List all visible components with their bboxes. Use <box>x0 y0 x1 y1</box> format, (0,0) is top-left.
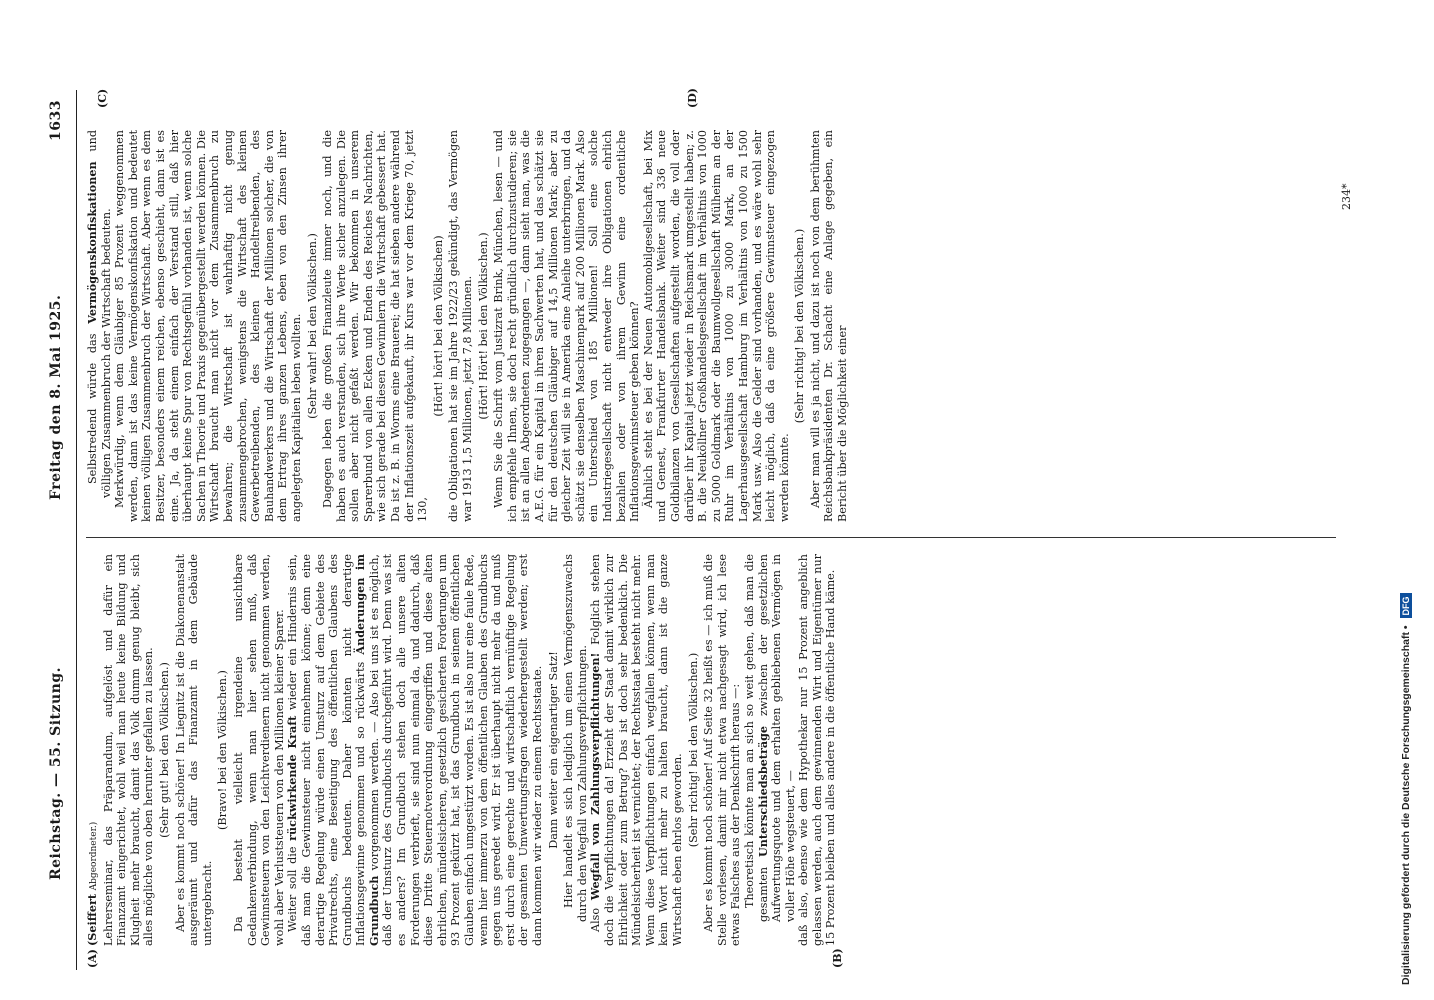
right-column <box>85 88 1336 522</box>
paragraph: Wenn Sie die Schrift vom Justizrat Brink, München, lesen — und ich empfehle Ihnen, sie doch recht gründlich durchzustudieren; sie ist an allen Abgeordneten zugegangen —, dann sieht man, was die A.E.G. für ein Kapital in ihren Sachwerten hat, und das schätzt sie für den deutschen Gläubiger auf 14,5 Millionen Mark; aber zu gleicher Zeit will sie in Amerika eine Anleihe unterbringen, und da schätzt sie denselben Maschinenpark auf 200 Millionen Mark. Also ein Unterschied von 185 Millionen! Soll eine solche Industriegesellschaft nicht entweder ihre Obligationen ehrlich bezahlen oder von ihrem Gewinn eine ordentliche Inflationsgewinnsteuer geben können? <box>492 130 642 522</box>
paragraph <box>86 554 102 946</box>
emphasis: Wegfall von Zahlungsverpflichtungen! <box>588 652 603 901</box>
header-rule <box>76 90 77 970</box>
text-run: Weiter soll die <box>286 846 300 932</box>
emphasis: Vermögenskonfiskationen <box>85 161 99 324</box>
header-date: Freitag den 8. Mai 1925. <box>48 294 64 500</box>
text-run: vorgenommen werden. — Also bei uns ist es möglich, daß der Umsturz des Grundbuchs durchgeführt wird. Denn was ist es anders? Im Grundbuch stehen doch alle unsere alten Forderungen verbrieft, sie sind nun einmal da, und dadurch, daß diese Dritte Steuernotverordnung eingegriffen und diese alten ehrlichen, mündelsicheren, gesetzlich gesicherten Forderungen um 93 Prozent gekürzt hat, ist das Grundbuch in seinem öffentlichen Glauben einfach umgestürzt worden. Es ist also nur eine faule Rede, wenn hier immerzu von dem öffentlichen Glauben des Grundbuchs gegen uns geredet wird. Er ist überhaupt nicht mehr da und muß erst durch eine gerechte und wirtschaftlich vernünftige Regelung der gesamten Umwertungsfragen wiederhergestellt werden; erst dann kommen wir wieder zu einem Rechtsstaate. <box>367 554 544 946</box>
paragraph <box>286 554 544 946</box>
margin-mark-d: (D) <box>686 88 699 108</box>
caption-text: Digitalisierung gefördert durch die Deutsche Forschungsgemeinschaft • <box>1400 625 1412 985</box>
text-run: Folglich stehen doch die Verpflichtungen da! Erzieht der Staat damit wirklich zur Ehrlichkeit oder zum Betrug? Das ist doch sehr bedenklich. Die Mündelsicherheit ist vernichtet; der Rechtsstaat besteht nicht mehr. Wenn diese Verpflichtungen einfach wegfallen können, wenn man kein Wort nicht mehr zu halten braucht, dann ist die ganze Wirtschaft eben ehrlos geworden. <box>589 554 684 946</box>
quotation <box>86 130 113 522</box>
margin-mark-b: (B) <box>831 948 844 968</box>
interjection: (Sehr gut! bei den Völkischen.) <box>157 662 171 838</box>
paragraph: Ähnlich steht es bei der Neuen Automobilgesellschaft, bei Mix und Genest, Frankfurter Handelsbank. Weiter sind 336 neue Goldbilanzen von Gesellschaften aufgestellt worden, die voll oder darüber ihr Kapital jetzt wieder in Reichsmark umgestellt haben; z. B. die Neuköllner Großhandelsgesellschaft im Verhältnis von 1000 zu 5000 Goldmark oder die Baumwollgesellschaft Mülheim an der Ruhr im Verhältnis von 1000 zu 3000 Mark, an der Lagerhausgesellschaft Hamburg im Verhältnis von 1000 zu 1500 Mark usw. Also die Gelder sind vorhanden, und es wäre wohl sehr leicht möglich, daß da eine größere Gewinnsteuer eingezogen werden könnte. <box>641 130 791 522</box>
paragraph: die Obligationen hat sie im Jahre 1922/23 gekündigt, das Vermögen war 1913 1,5 Millionen, jetzt 7,8 Millionen. <box>447 130 475 522</box>
paragraph: Dagegen leben die großen Finanzleute immer noch, und die haben es auch verstanden, sich ihre Werte sicher anzulegen. Die sollen aber nicht gefaßt werden. Wir bekommen in unserem Sparerbund von allen Ecken und Enden des Reiches Nachrichten, wie sich gerade bei diesen Gewinnlern die Wirtschaft gebessert hat. Da ist z. B. in Worms eine Brauerei; die hat sieben andere während der Inflationszeit aufgekauft, ihr Kurs war vor dem Kriege 70, jetzt 130, <box>321 130 430 522</box>
paragraph: daß also, ebenso wie dem Hypothekar nur 15 Prozent angeblich gelassen werden, auch dem gewinnenden Wirt und Eigentümer nur 15 Prozent bleiben und alles andere in die öffentliche Hand käme. <box>797 554 838 946</box>
paragraph: Merkwürdig, wenn dem Gläubiger 85 Prozent weggenommen werden, dann ist das keine Vermögenskonfiskation und bedeutet keinen völligen Zusammenbruch der Wirtschaft. Aber wenn es dem Besitzer, besonders einem reichen, ebenso geschieht, dann ist es eine. Ja, da steht einem einfach der Verstand still, daß hier überhaupt keine Spur von Rechtsgefühl vorhanden ist, wenn solche Sachen in Theorie und Praxis gegenübergestellt werden können. Die Wirtschaft braucht man nicht vor dem Zusammenbruch zu bewahren; die Wirtschaft ist wahrhaftig nicht genug zusammengebrochen, wenigstens die Wirtschaft des kleinen Gewerbetreibenden, des kleinen Handeltreibenden, des Bauhandwerkers und die Wirtschaft der Millionen solcher, die von dem Ertrag ihres ganzen Lebens, eben von den Zinsen ihrer angelegten Kapitalien leben wollten. <box>113 130 303 522</box>
speaker-name: (Seiffert <box>85 893 99 946</box>
left-column <box>85 554 1336 968</box>
text-run: Theoretisch könnte man an sich so weit gehen, daß man die gesamten <box>742 554 770 922</box>
text-run: und völligen Zusammenbruch der Wirtschaft bedeuten. <box>86 130 113 498</box>
interjection: (Hört! hört! bei den Völkischen) <box>431 235 445 417</box>
emphasis: Unterschiedsbeträge <box>755 725 770 857</box>
paragraph: Dann weiter ein eigenartiger Satz! <box>546 651 560 849</box>
header-left: Reichstag. — 55. Sitzung. <box>48 667 64 880</box>
running-header <box>40 90 80 970</box>
text-run: wieder ein Hindernis sein, daß man die Gewinnsteuer nicht einnehmen könne; denn eine derartige Regelung würde einen Umsturz auf dem Gebiete des Privatrechts, eine Beseitigung des öffentlichen Glaubens des Grundbuchs bedeuten. Daher könnten nicht derartige Inflationsgewinne genommen und so rückwärts <box>286 554 368 946</box>
digitization-caption <box>1400 5 1412 985</box>
speaker-role: Abgeordneter.) <box>89 821 99 891</box>
interjection: (Hört! Hört! bei den Völkischen.) <box>476 232 490 420</box>
quotation <box>743 554 797 946</box>
paragraph: Aber man will es ja nicht, und dazu ist noch von dem berühmten Reichsbankpräsidenten Dr. Schacht eine Anlage gegeben, ein Bericht über die Möglichkeit einer <box>808 130 850 522</box>
paragraph: Aber es kommt noch schöner! Auf Seite 32 heißt es — ich muß die Stelle vorlesen, damit mir nicht etwa nachgesagt wird, ich lese etwas Falsches aus der Denkschrift heraus —: <box>702 554 743 946</box>
margin-mark-c: (C) <box>96 88 109 108</box>
paragraph: Lehrerseminar, das Präparandum, aufgelöst und dafür ein Finanzamt eingerichtet, wohl weil man heute keine Bildung und Klugheit mehr braucht, damit das Volk dumm genug bleibt, sich alles mögliche von oben herunter gefallen zu lassen. <box>101 554 156 946</box>
margin-mark-a: (A) <box>86 949 99 968</box>
interjection: (Sehr wahr! bei den Völkischen.) <box>305 233 319 419</box>
emphasis: Änderungen im Grundbuch <box>353 554 381 946</box>
sheet-signature: 234* <box>1340 183 1353 210</box>
quotation: Hier handelt es sich lediglich um einen Vermögenszuwachs durch den Wegfall von Zahlungsverpflichtungen. <box>562 554 589 922</box>
interjection: (Sehr richtig! bei den Völkischen.) <box>793 228 807 424</box>
dfg-logo: DFG <box>1400 594 1412 619</box>
interjection: (Bravo! bei den Völkischen.) <box>216 670 230 830</box>
page-number: 1633 <box>48 100 64 141</box>
interjection: (Sehr richtig! bei den Völkischen.) <box>686 652 700 848</box>
printed-page <box>40 90 1370 970</box>
paragraph <box>589 554 684 946</box>
paragraph: Aber es kommt noch schöner! In Liegnitz ist die Diakonenanstalt ausgeräumt und dafür das Finanzamt in dem Gebäude untergebracht. <box>173 554 214 946</box>
text-run: zwischen der gesetzlichen Aufwertungsquote und dem erhalten gebliebenen Vermögen in voller Höhe wegsteuert, — <box>756 554 797 922</box>
text-run: Also <box>589 907 603 932</box>
paragraph: Da besteht vielleicht irgendeine unsichtbare Gedankenverbindung, wenn man hier sehen muß, daß Gewinnsteuern von den Leichtverdienern nicht genommen werden, wohl aber Verluststeuern von den Millionen kleiner Sparer. <box>231 554 286 946</box>
emphasis: rückwirkende Kraft <box>285 715 300 841</box>
text-run: Selbstredend würde das <box>86 333 99 484</box>
column-divider <box>86 537 1336 538</box>
